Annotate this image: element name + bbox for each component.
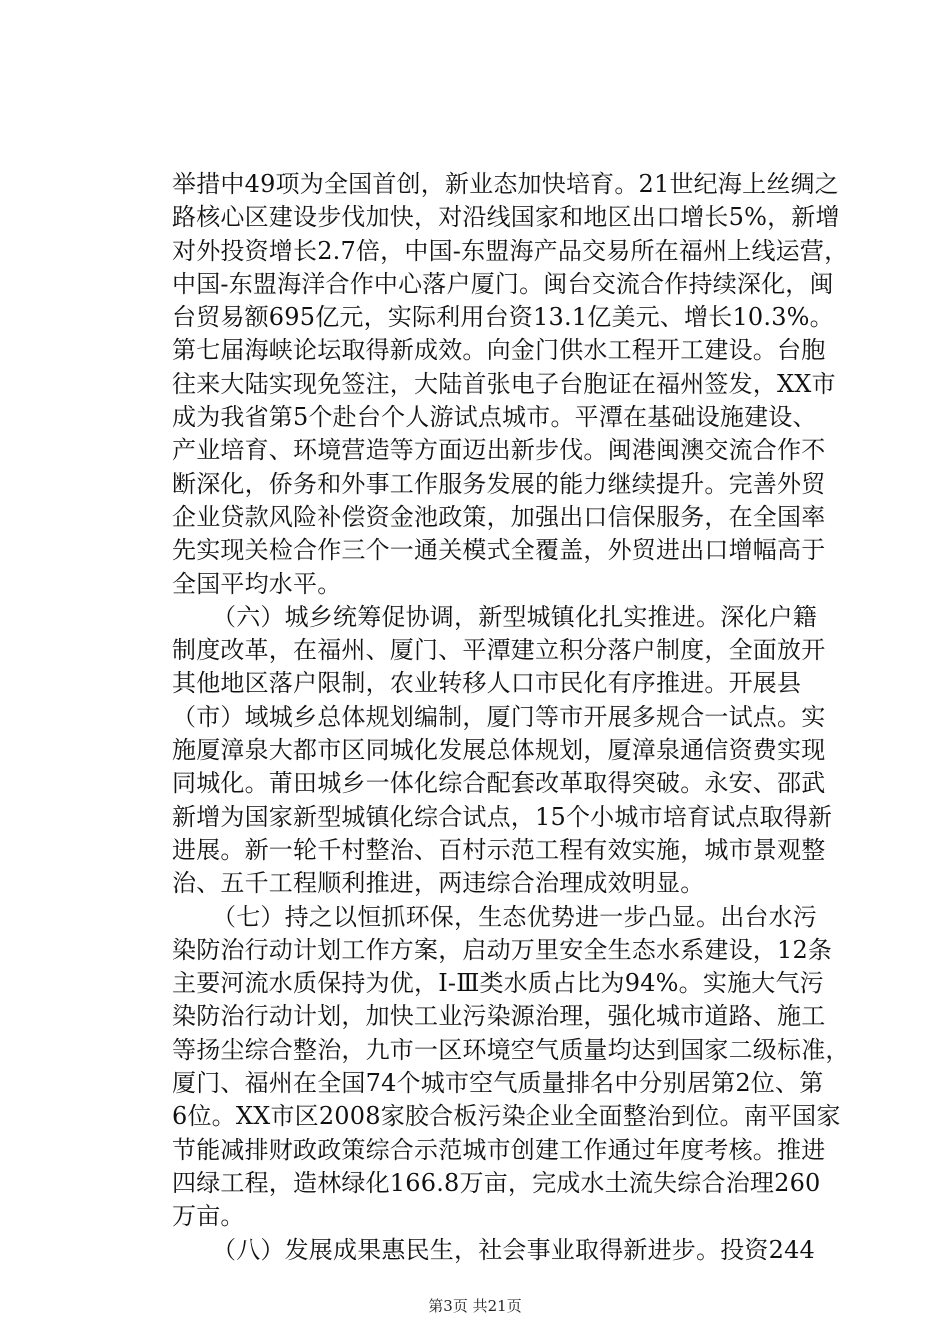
text-line: 第七届海峡论坛取得新成效。向金门供水工程开工建设。台胞 — [172, 336, 826, 365]
text-line: 施厦漳泉大都市区同城化发展总体规划，厦漳泉通信资费实现 — [172, 736, 826, 765]
text-line: 先实现关检合作三个一通关模式全覆盖，外贸进出口增幅高于 — [172, 536, 826, 565]
text-line: 产业培育、环境营造等方面迈出新步伐。闽港闽澳交流合作不 — [172, 436, 826, 465]
document-body — [172, 168, 850, 1267]
section-heading-line: （七）持之以恒抓环保，生态优势进一步凸显。出台水污 — [212, 902, 817, 931]
text-line: （市）域城乡总体规划编制，厦门等市开展多规合一试点。实 — [172, 702, 826, 731]
text-line: 6位。XX市区2008家胶合板污染企业全面整治到位。南平国家 — [172, 1102, 841, 1131]
text-line: 四绿工程，造林绿化166.8万亩，完成水土流失综合治理260 — [172, 1168, 821, 1197]
text-line: 全国平均水平。 — [172, 569, 342, 598]
text-line: 台贸易额695亿元，实际利用台资13.1亿美元、增长10.3%。 — [172, 303, 834, 332]
text-line: 染防治行动计划工作方案，启动万里安全生态水系建设，12条 — [172, 935, 833, 964]
text-line: 新增为国家新型城镇化综合试点，15个小城市培育试点取得新 — [172, 802, 833, 831]
text-line: 同城化。莆田城乡一体化综合配套改革取得突破。永安、邵武 — [172, 769, 826, 798]
text-line: 其他地区落户限制，农业转移人口市民化有序推进。开展县 — [172, 669, 802, 698]
text-line: 制度改革，在福州、厦门、平潭建立积分落户制度，全面放开 — [172, 636, 826, 665]
text-line: 治、五千工程顺利推进，两违综合治理成效明显。 — [172, 869, 705, 898]
text-line: 厦门、福州在全国74个城市空气质量排名中分别居第2位、第 — [172, 1069, 824, 1098]
text-line: 企业贷款风险补偿资金池政策，加强出口信保服务，在全国率 — [172, 502, 826, 531]
text-line: 举措中49项为全国首创，新业态加快培育。21世纪海上丝绸之 — [172, 170, 839, 198]
text-line: 进展。新一轮千村整治、百村示范工程有效实施，城市景观整 — [172, 835, 826, 864]
text-line: 断深化，侨务和外事工作服务发展的能力继续提升。完善外贸 — [172, 469, 826, 498]
text-line: 主要河流水质保持为优，Ⅰ-Ⅲ类水质占比为94%。实施大气污 — [172, 969, 824, 998]
section-heading-line: （六）城乡统筹促协调，新型城镇化扎实推进。深化户籍 — [212, 602, 817, 631]
text-line: 对外投资增长2.7倍，中国-东盟海产品交易所在福州上线运营， — [172, 236, 849, 265]
text-line: 路核心区建设步伐加快，对沿线国家和地区出口增长5%，新增 — [172, 203, 840, 232]
page-number-footer: 第3页 共21页 — [428, 1297, 522, 1315]
text-line: 染防治行动计划，加快工业污染源治理，强化城市道路、施工 — [172, 1002, 826, 1031]
section-heading-line: （八）发展成果惠民生，社会事业取得新进步。投资244 — [212, 1235, 816, 1264]
text-line: 成为我省第5个赴台个人游试点城市。平潭在基础设施建设、 — [172, 403, 817, 432]
text-line: 节能减排财政政策综合示范城市创建工作通过年度考核。推进 — [172, 1135, 826, 1164]
text-line: 等扬尘综合整治，九市一区环境空气质量均达到国家二级标准， — [172, 1035, 850, 1064]
text-line: 往来大陆实现免签注，大陆首张电子台胞证在福州签发，XX市 — [172, 369, 836, 398]
text-line: 中国-东盟海洋合作中心落户厦门。闽台交流合作持续深化，闽 — [172, 269, 834, 298]
text-line: 万亩。 — [172, 1202, 245, 1231]
